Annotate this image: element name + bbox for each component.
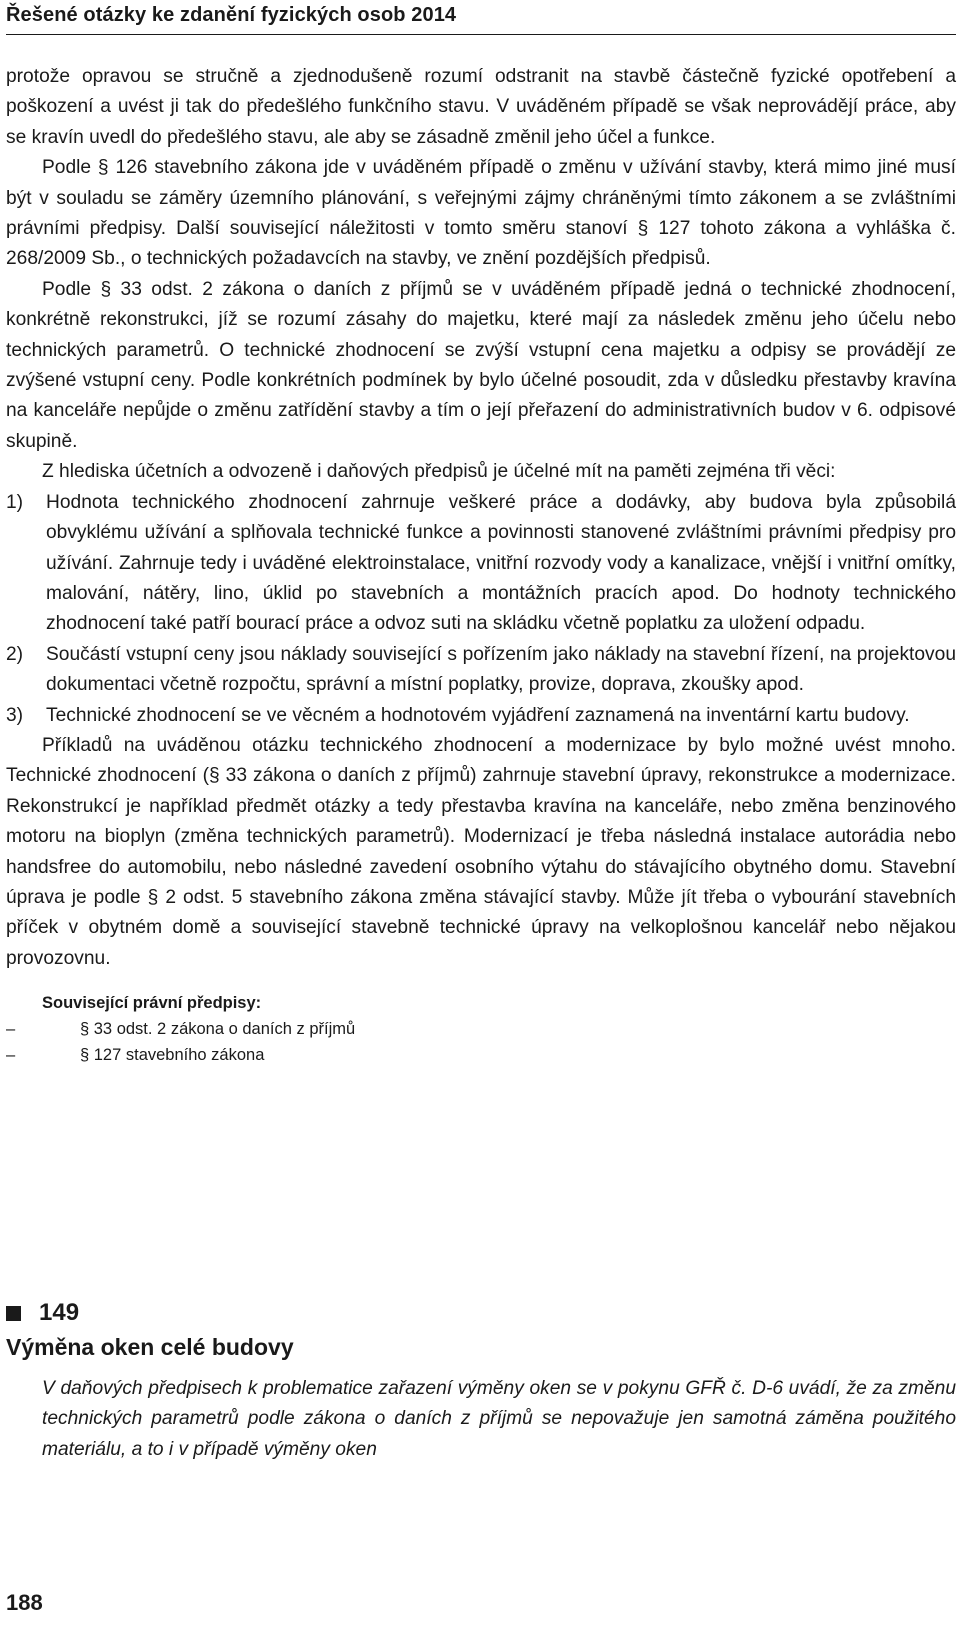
running-header: Řešené otázky ke zdanění fyzických osob 2014 <box>6 4 457 26</box>
list-item-number: 2) <box>6 643 24 665</box>
related-regulation-text: § 127 stavebního zákona <box>80 1046 265 1065</box>
dash-bullet: – <box>6 1046 16 1065</box>
related-regulations-list <box>6 1016 956 1068</box>
paragraph: protože opravou se stručně a zjednodušeně rozumí odstranit na stavbě částečně fyzické opotřebení a poškození a uvést ji tak do předešlého funkčního stavu. V uváděném případě se však neprovádějí práce, aby se kravín uvedl do předešlého stavu, ale aby se zásadně změnil jeho účel a funkce. <box>6 66 956 148</box>
question-text: V daňových předpisech k problematice zařazení výměny oken se v pokynu GFŘ č. D-6 uvádí, že za změnu technických parametrů podle zákona o daních z příjmů se nepovažuje jen samotná záměna použitého materiálu, a to i v případě výměny oken <box>42 1378 956 1460</box>
list-item-number: 3) <box>6 704 24 726</box>
paragraph: Podle § 33 odst. 2 zákona o daních z příjmů se v uváděném případě jedná o technické zhodnocení, konkrétně rekonstrukci, jíž se rozumí zásahy do majetku, které mají za následek změnu jeho účelu nebo technických parametrů. O technické zhodnocení se zvýší vstupní cena majetku a odpisy se provádějí ze zvýšené vstupní ceny. Podle konkrétních podmínek by bylo účelné posoudit, zda v důsledku přestavby kravína na kanceláře nepůjde o změnu zatřídění stavby a tím o její přeřazení do administrativních budov v 6. odpisové skupině. <box>6 278 956 452</box>
question-title: Výměna oken celé budovy <box>6 1334 294 1360</box>
related-regulation-text: § 33 odst. 2 zákona o daních z příjmů <box>80 1020 356 1039</box>
related-regulations <box>6 990 956 1068</box>
list-item-text: Technické zhodnocení se ve věcném a hodnotovém vyjádření zaznamená na inventární kartu budovy. <box>46 704 910 726</box>
paragraph: Příkladů na uváděnou otázku technického zhodnocení a modernizace by bylo možné uvést mnoho. Technické zhodnocení (§ 33 zákona o daních z příjmů) zahrnuje stavební úpravy, rekonstrukce a modernizace. Rekonstrukcí je například předmět otázky a tedy přestavba kravína na kanceláře, nebo změna benzinového motoru na bioplyn (změna technických parametrů). Modernizací je třeba následná instalace autorádia nebo handsfree do automobilu, nebo následné zavedení osobního výtahu do stávajícího obytného domu. Stavební úprava je podle § 2 odst. 5 stavebního zákona změna stávající stavby. Může jít třeba o vybourání stavebních příček v obytném domě a související stavebně technické úpravy na velkoplošnou kancelář nebo nějakou provozovnu. <box>6 734 956 969</box>
header-rule <box>6 34 956 35</box>
list-item <box>6 640 956 701</box>
square-bullet-icon <box>6 1306 21 1321</box>
list-item-number: 1) <box>6 491 24 513</box>
list-item <box>6 488 956 640</box>
question-block <box>6 1296 956 1465</box>
question-number-row <box>6 1296 956 1330</box>
numbered-list <box>6 488 956 731</box>
list-item <box>6 701 956 731</box>
question-number: 149 <box>39 1299 80 1326</box>
list-item-text: Součástí vstupní ceny jsou náklady související s pořízením jako náklady na stavební řízení, na projektovou dokumentaci včetně rozpočtu, správní a místní poplatky, provize, doprava, zkoušky apod. <box>46 643 956 696</box>
related-regulation-item <box>6 1042 956 1068</box>
page-number: 188 <box>6 1590 43 1615</box>
paragraph: Podle § 126 stavebního zákona jde v uváděném případě o změnu v užívání stavby, která mimo jiné musí být v souladu se záměry územního plánování, s veřejnými zájmy chráněnými tímto zákonem a se zvláštními právními předpisy. Další související náležitosti v tomto směru stanoví § 127 tohoto zákona a vyhláška č. 268/2009 Sb., o technických požadavcích na stavby, ve znění pozdějších předpisů. <box>6 157 956 270</box>
related-regulations-heading: Související právní předpisy: <box>42 994 262 1013</box>
dash-bullet: – <box>6 1020 16 1039</box>
paragraph: Z hlediska účetních a odvozeně i daňových předpisů je účelné mít na paměti zejména tři věci: <box>42 461 836 483</box>
body-text <box>6 62 956 1068</box>
list-item-text: Hodnota technického zhodnocení zahrnuje veškeré práce a dodávky, aby budova byla způsobilá obvyklému užívání a splňovala technické funkce a povinnosti stanovené zvláštními právními předpisy pro užívání. Zahrnuje tedy i uváděné elektroinstalace, vnitřní rozvody vody a kanalizace, vnější i vnitřní omítky, malování, nátěry, lino, úklid po stavebních a montážních pracích apod. Do hodnoty technického zhodnocení také patří bourací práce a odvoz suti na skládku včetně poplatku za uložení odpadu. <box>46 491 956 635</box>
related-regulation-item <box>6 1016 956 1042</box>
